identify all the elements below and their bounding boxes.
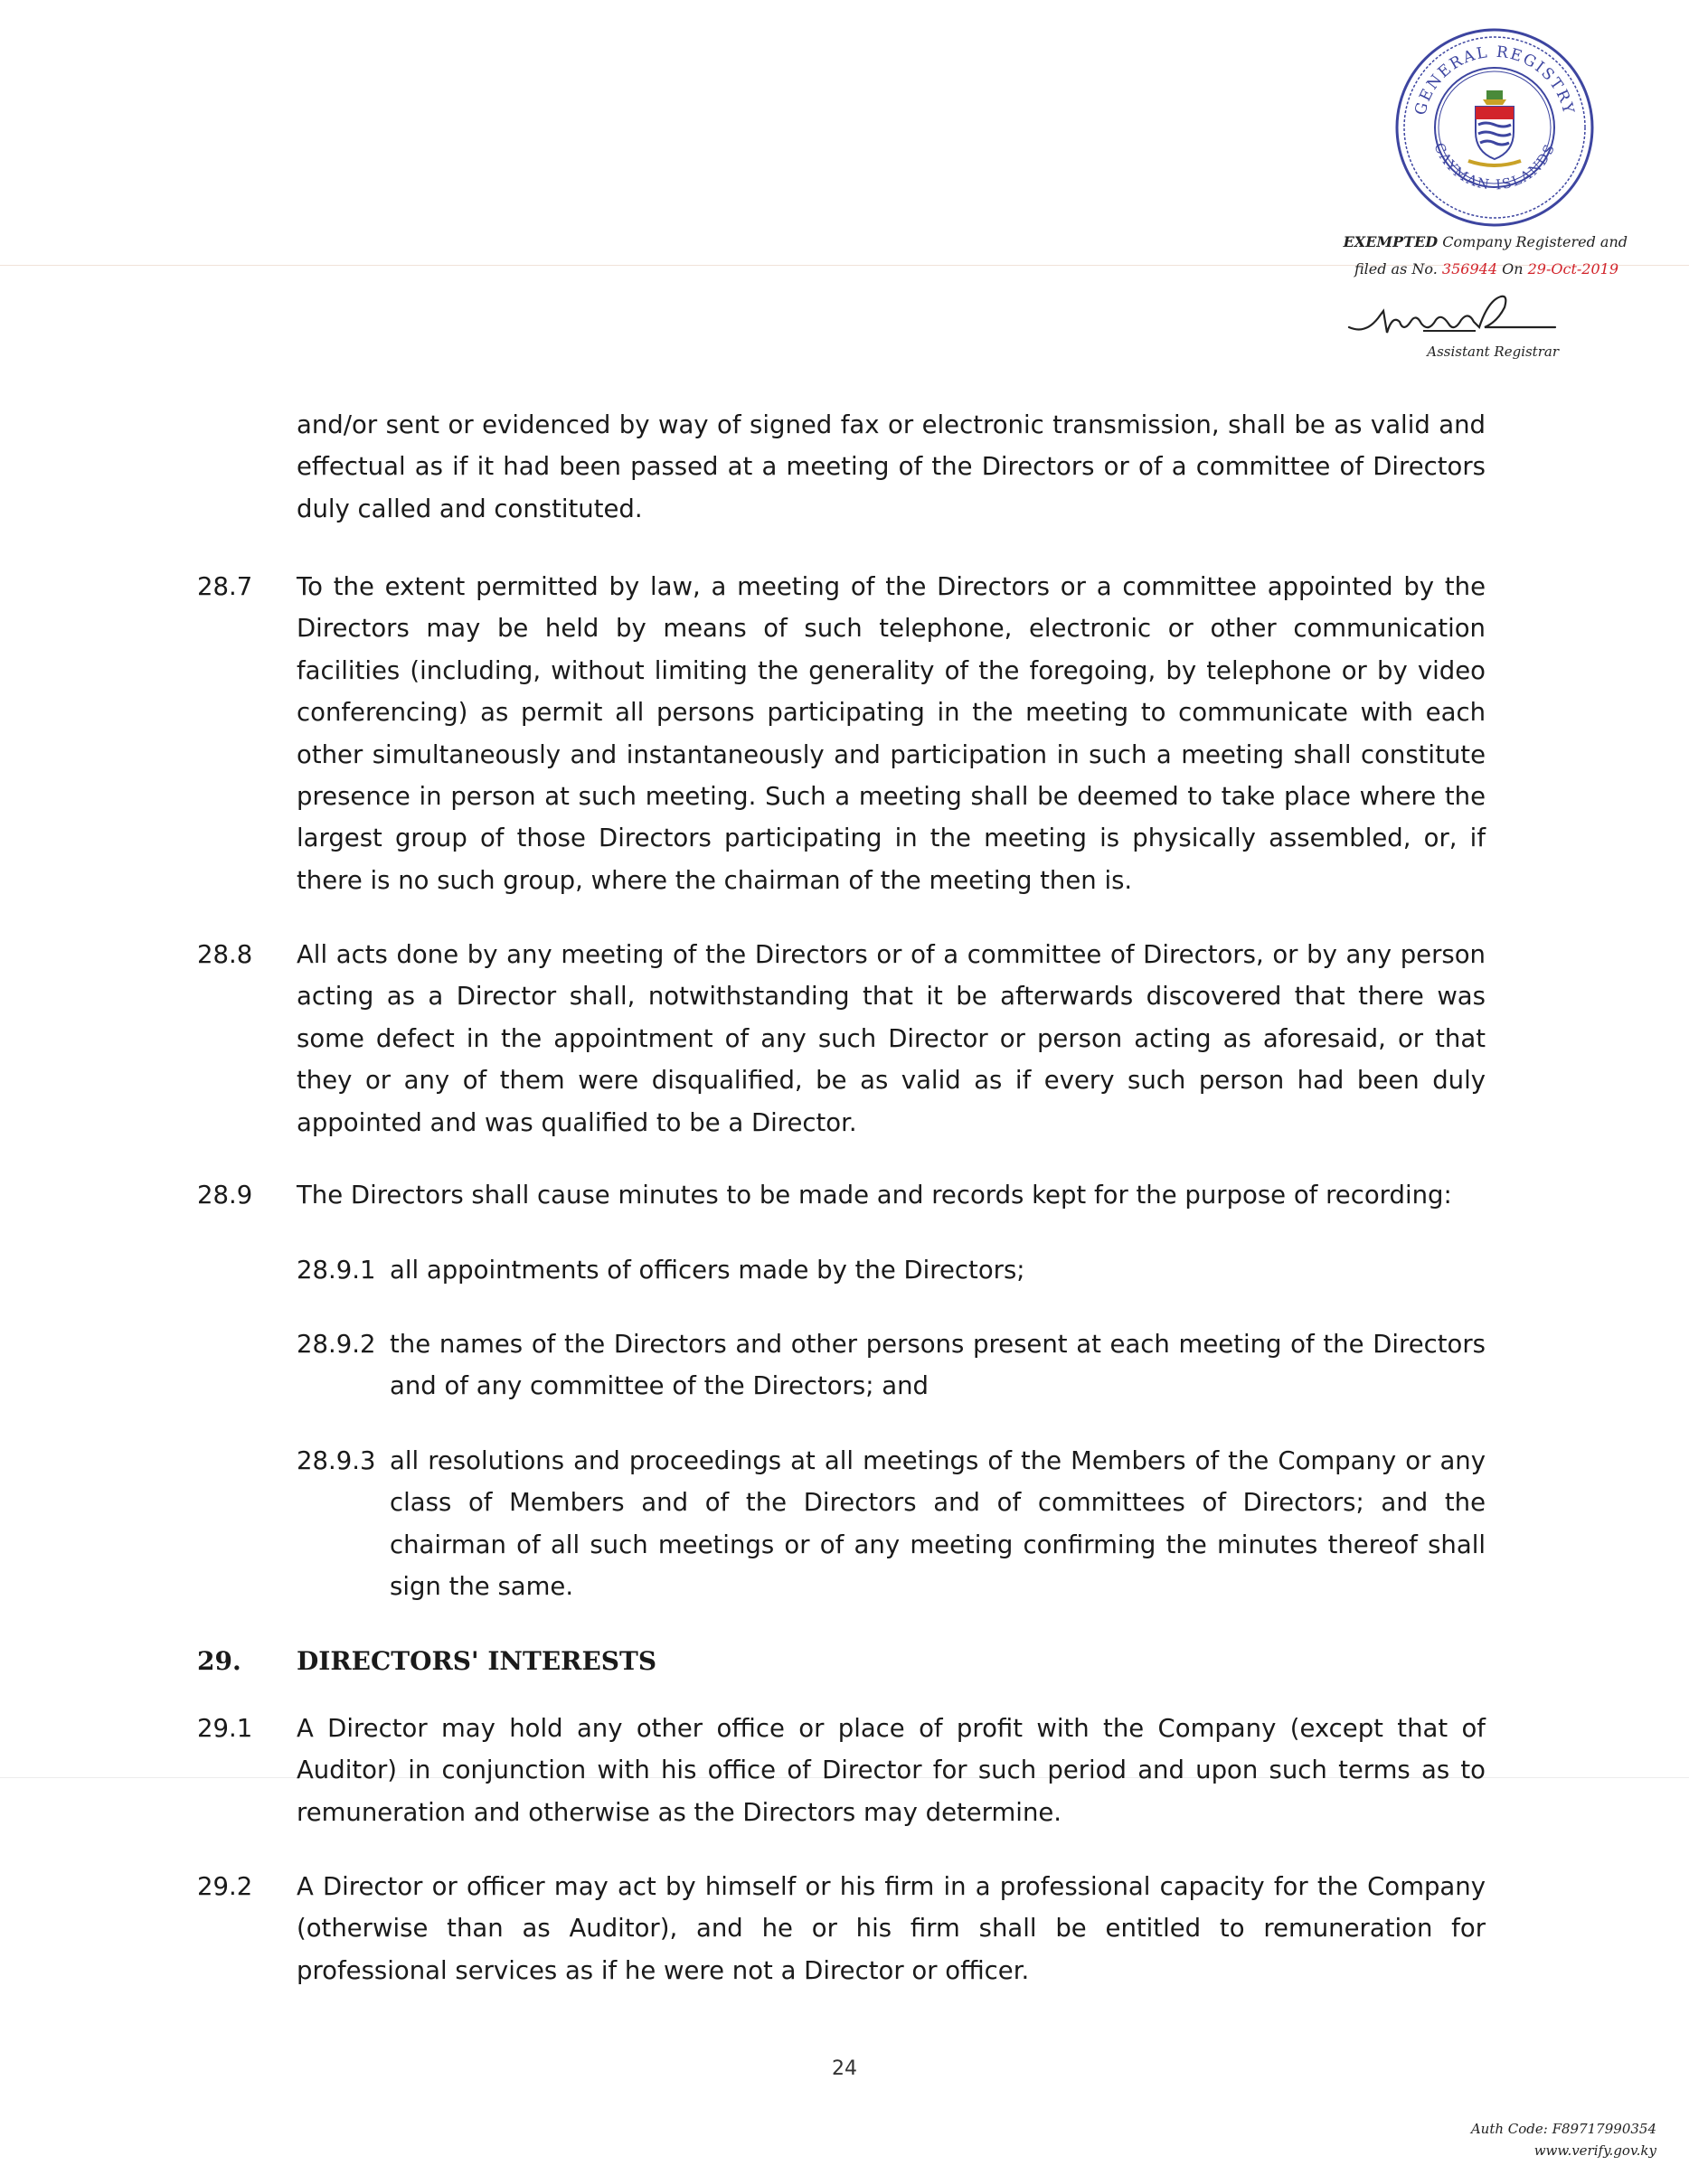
clause-number: 29.2 xyxy=(197,1872,253,1901)
seal-bottom-text: CAYMAN ISLANDS xyxy=(1430,140,1559,193)
registration-line: EXEMPTED Company Registered and xyxy=(1343,233,1628,250)
registrar-signature-icon xyxy=(1347,291,1573,344)
clause-number: 29.1 xyxy=(197,1714,253,1743)
clause-text: A Director or officer may act by himself or his firm in a professional capacity for the Company (otherwise than as Auditor), and he or his firm shall be entitled to remuneration for professional services as if he were not a Director or officer. xyxy=(297,1872,1486,1985)
clause-text: To the extent permitted by law, a meeting of the Directors or a committee appointed by the Directors may be held by means of such telephone, electronic or other communication facilities (including, without limiting the generality of the foregoing, by telephone or by video conferencing) as permit all persons participating in the meeting to communicate with each other simultaneously and instantaneously and participation in such a meeting shall constitute presence in person at such meeting. Such a meeting shall be deemed to take place where the largest group of those Directors participating in the meeting is physically assembled, or, if there is no such group, where the chairman of the meeting then is. xyxy=(297,572,1486,895)
clause-text: The Directors shall cause minutes to be made and records kept for the purpose of recording: xyxy=(297,1181,1452,1210)
section-heading: DIRECTORS' INTERESTS xyxy=(297,1646,657,1676)
clause-text: All acts done by any meeting of the Directors or of a committee of Directors, or by any person acting as a Director shall, notwithstanding that it be afterwards discovered that there was some defect in the appointment of any such Director or person acting as aforesaid, or that they or any of them were disqualified, be as valid as if every such person had been duly appointed and was qualified to be a Director. xyxy=(297,940,1486,1137)
clause-text: A Director may hold any other office or place of profit with the Company (except that of Auditor) in conjunction with his office of Director for such period and upon such terms as to remuneration and otherwise as the Directors may determine. xyxy=(297,1714,1486,1827)
clause-number: 28.8 xyxy=(197,940,253,969)
coat-of-arms-icon xyxy=(1468,90,1521,165)
subclause-text: all appointments of officers made by the Directors; xyxy=(390,1256,1025,1285)
continuation-paragraph: and/or sent or evidenced by way of signed fax or electronic transmission, shall be as valid and effectual as if it had been passed at a meeting of the Directors or of a committee of Directors duly called and constituted. xyxy=(297,410,1486,523)
subclause-number: 28.9.3 xyxy=(297,1446,376,1475)
section-number: 29. xyxy=(197,1646,241,1676)
subclause-number: 28.9.2 xyxy=(297,1330,376,1359)
clause-number: 28.9 xyxy=(197,1181,253,1210)
page-number: 24 xyxy=(832,2057,857,2080)
subclause-number: 28.9.1 xyxy=(297,1256,376,1285)
verify-url: www.verify.gov.ky xyxy=(1533,2142,1656,2159)
clause-number: 28.7 xyxy=(197,572,253,601)
registration-date: 29-Oct-2019 xyxy=(1527,260,1618,278)
filing-line: filed as No. 356944 On 29-Oct-2019 xyxy=(1354,260,1618,278)
company-status: EXEMPTED xyxy=(1343,233,1439,250)
auth-code: Auth Code: F89717990354 xyxy=(1470,2121,1656,2137)
seal-top-text: GENERAL REGISTRY xyxy=(1411,42,1578,118)
registrar-title: Assistant Registrar xyxy=(1427,344,1559,360)
registry-seal-icon xyxy=(1392,25,1597,230)
subclause-text: the names of the Directors and other persons present at each meeting of the Directors and of any committee of the Directors; and xyxy=(390,1330,1486,1401)
subclause-text: all resolutions and proceedings at all meetings of the Members of the Company or any class of Members and of the Directors and of committees of Directors; and the chairman of all such meetings or of any meeting confirming the minutes thereof shall sign the same. xyxy=(390,1446,1486,1602)
registration-number: 356944 xyxy=(1441,260,1497,278)
